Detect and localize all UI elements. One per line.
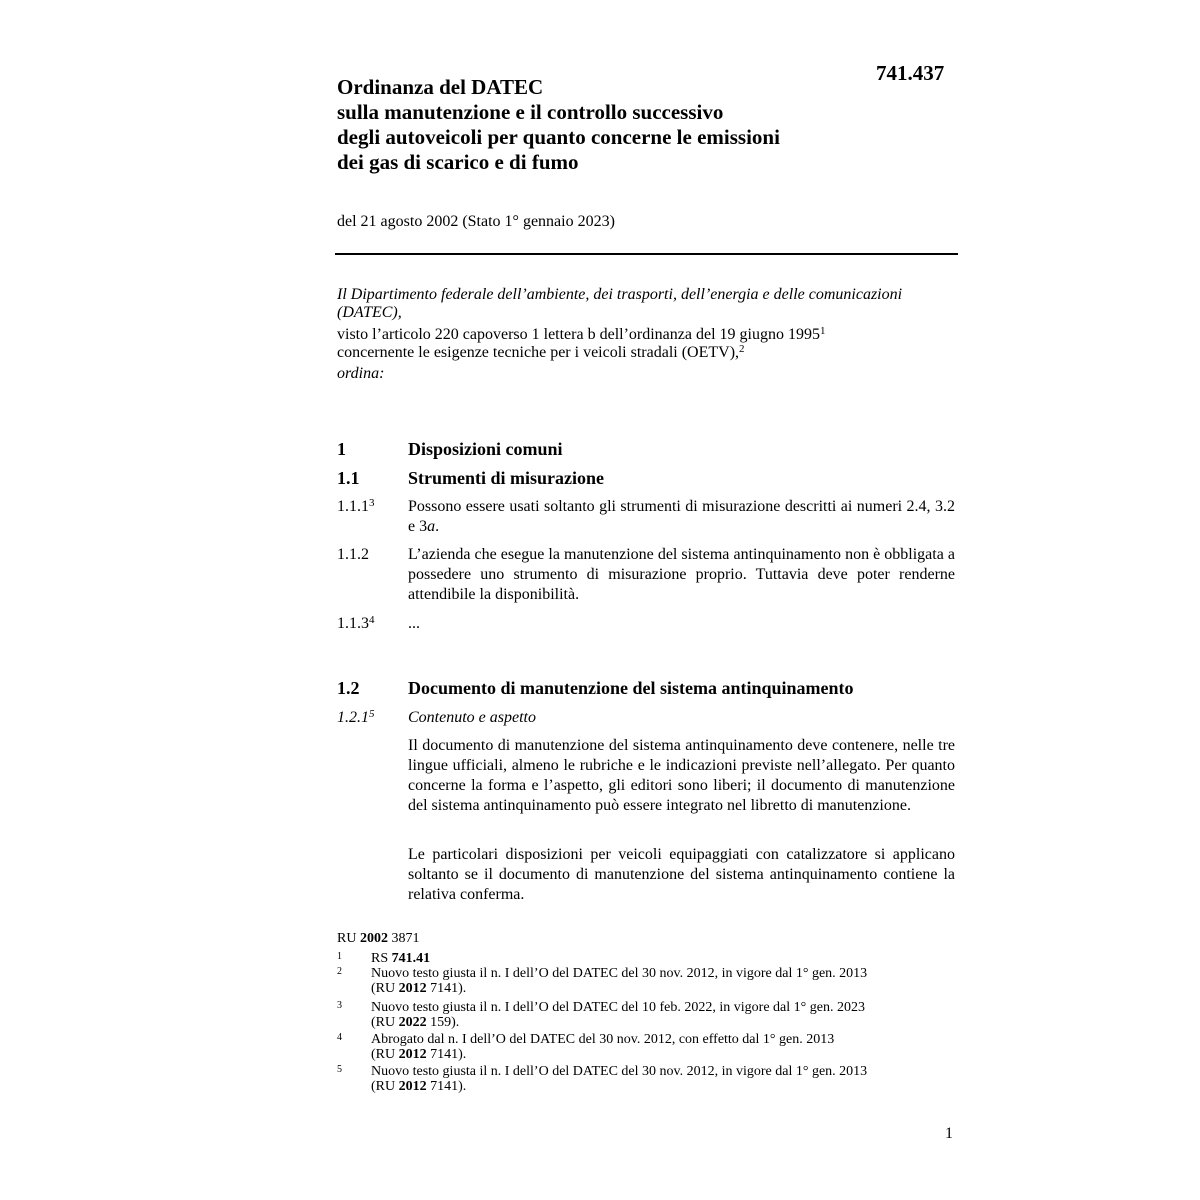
footnote-number: 4: [337, 1032, 342, 1043]
title-line: degli autoveicoli per quanto concerne le emissioni: [337, 125, 780, 149]
paragraph-number: 1.1.2: [337, 546, 369, 563]
title-line: Ordinanza del DATEC: [337, 75, 544, 99]
page-number: 1: [945, 1125, 953, 1142]
footnote-text: RS 741.41: [371, 951, 431, 966]
footnote-ref[interactable]: 5: [369, 708, 375, 720]
footnote-ref[interactable]: 4: [369, 614, 375, 626]
ru-reference: RU 2002 3871: [337, 931, 420, 946]
paragraph-text: Il documento di manutenzione del sistema antinquinamento deve contenere, nelle tre lingue ufficiali, almeno le rubriche e le indicazioni previste nell’allegato. Per quanto concerne la forma e l’aspetto, gli editori sono liberi; il documento di manutenzione del sistema antinquinamento può essere integrato nel libretto di manutenzione.: [408, 737, 955, 814]
preamble-ordina: ordina:: [337, 365, 385, 382]
paragraph-subtitle: Contenuto e aspetto: [408, 709, 536, 726]
section-title: Disposizioni comuni: [408, 439, 563, 459]
footnote-text: Abrogato dal n. I dell’O del DATEC del 30 nov. 2012, con effetto dal 1° gen. 2013 (RU 2012 7141).: [371, 1032, 835, 1062]
date-status-line: del 21 agosto 2002 (Stato 1° gennaio 2023): [337, 213, 615, 230]
section-title: Documento di manutenzione del sistema antinquinamento: [408, 678, 854, 698]
paragraph-text: ...: [408, 615, 420, 632]
footnote-ref[interactable]: 1: [819, 325, 826, 337]
section-number: 1: [337, 439, 346, 459]
section-title: Strumenti di misurazione: [408, 468, 604, 488]
title-line: dei gas di scarico e di fumo: [337, 150, 579, 174]
paragraph-text: Possono essere usati soltanto gli strumenti di misurazione descritti ai numeri 2.4, 3.2 e 3a.: [408, 498, 955, 535]
document-title: [337, 75, 877, 175]
paragraph-number: 1.1.3$^4$: [337, 614, 375, 632]
footnote-text: Nuovo testo giusta il n. I dell’O del DATEC del 30 nov. 2012, in vigore dal 1° gen. 2013 (RU 2012 7141).: [371, 1064, 868, 1094]
paragraph-number: 1.2.1$^5$: [337, 708, 375, 726]
sr-number: 741.437: [876, 61, 945, 85]
header-divider: [335, 253, 958, 255]
footnote-number: 1: [337, 951, 342, 962]
footnote-ref[interactable]: 2: [739, 343, 745, 355]
section-number: 1.2: [337, 678, 360, 698]
preamble-legal-basis: [337, 326, 957, 362]
legal-basis-text: visto l’articolo 220 capoverso 1 lettera b dell’ordinanza del 19 giugno 1995: [337, 326, 820, 343]
footnote-text: Nuovo testo giusta il n. I dell’O del DATEC del 30 nov. 2012, in vigore dal 1° gen. 2013 (RU 2012 7141).: [371, 966, 868, 996]
paragraph-text: Le particolari disposizioni per veicoli equipaggiati con catalizzatore si applicano soltanto se il documento di manutenzione del sistema antinquinamento contiene la relativa conferma.: [408, 846, 955, 903]
preamble-issuer: Il Dipartimento federale dell’ambiente, dei trasporti, dell’energia e delle comunicazioni (DATEC),: [337, 286, 903, 321]
section-number: 1.1: [337, 468, 360, 488]
legal-basis-text: concernente le esigenze tecniche per i veicoli stradali (OETV),: [337, 344, 740, 361]
paragraph-text: L’azienda che esegue la manutenzione del sistema antinquinamento non è obbligata a possedere uno strumento di misurazione proprio. Tuttavia deve poter renderne attendibile la disponibilità.: [408, 546, 955, 603]
footnote-number: 5: [337, 1064, 342, 1075]
footnote-number: 2: [337, 966, 342, 977]
footnote-text: Nuovo testo giusta il n. I dell’O del DATEC del 10 feb. 2022, in vigore dal 1° gen. 2023 (RU 2022 159).: [371, 1000, 865, 1030]
footnote-number: 3: [337, 1000, 342, 1011]
title-line: sulla manutenzione e il controllo successivo: [337, 100, 724, 124]
preamble: [337, 286, 957, 383]
footnote-ref[interactable]: 3: [369, 497, 375, 509]
paragraph-number: 1.1.1$^3$: [337, 497, 375, 515]
